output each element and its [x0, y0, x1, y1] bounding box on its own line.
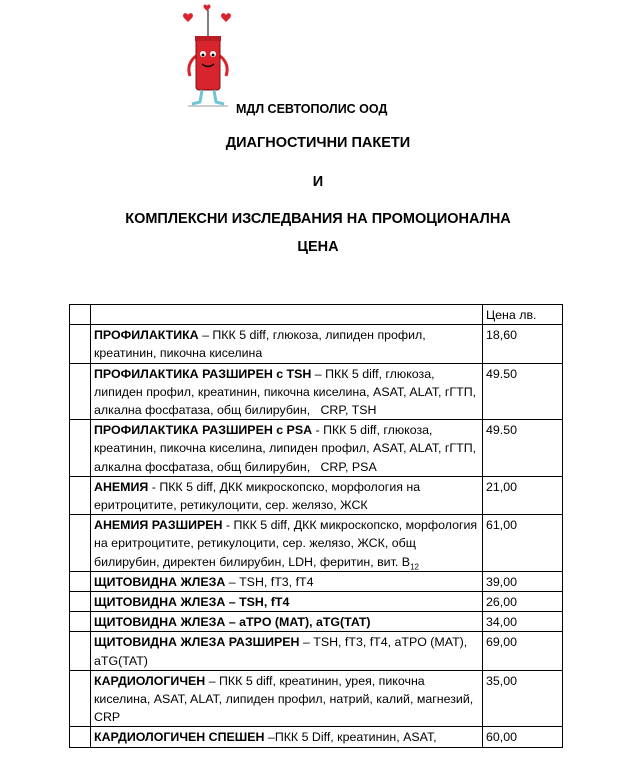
- row-mark-cell: [70, 571, 91, 591]
- package-separator: -: [222, 518, 234, 533]
- package-name: АНЕМИЯ РАЗШИРЕН: [94, 518, 223, 533]
- package-details: ПКК 5 diff, ДКК микроскопско, морфология на еритроцитите, ретикулоцити, сер. желязо, ЖСК: [94, 479, 424, 513]
- package-separator: –: [264, 730, 275, 745]
- header-desc-cell: [91, 305, 483, 325]
- package-description-cell: [91, 515, 483, 572]
- package-name: КАРДИОЛОГИЧЕН СПЕШЕН: [94, 730, 265, 745]
- row-mark-cell: [70, 592, 91, 612]
- row-mark-cell: [70, 632, 91, 670]
- package-details: ПКК 5 Diff, креатинин, ASAT,: [274, 730, 437, 745]
- company-name: МДЛ СЕВТОПОЛИС ООД: [236, 102, 388, 116]
- package-details: TSH, fT3, fT4, aTPO (MAT), aTG(TAT): [94, 635, 471, 668]
- package-price: 35,00: [483, 670, 563, 727]
- table-row: [70, 325, 563, 363]
- package-description-cell: [91, 420, 483, 477]
- page-title-line-4: ЦЕНА: [297, 239, 339, 255]
- package-price: 34,00: [483, 612, 563, 632]
- package-name: АНЕМИЯ: [94, 479, 149, 494]
- row-mark-cell: [70, 612, 91, 632]
- row-mark-cell: [70, 420, 91, 477]
- package-details: ПКК 5 diff, глюкоза, липиден профил, креатинин, пикочна киселина, ASAT, ALAT, гГТП, алкална фосфатаза, общ билирубин, CRP, TSH: [94, 366, 480, 418]
- package-description-cell: [91, 612, 483, 632]
- package-description-cell: [91, 476, 483, 514]
- row-mark-cell: [70, 476, 91, 514]
- page-title-line-2: И: [312, 174, 324, 190]
- package-price: 61,00: [483, 515, 563, 572]
- package-name: ЩИТОВИДНА ЖЛЕЗА РАЗШИРЕН: [94, 635, 300, 650]
- package-description-cell: [91, 592, 483, 612]
- package-price: 39,00: [483, 571, 563, 591]
- package-name: ПРОФИЛАКТИКА РАЗШИРЕН с PSA: [94, 423, 313, 438]
- package-price: 69,00: [483, 632, 563, 670]
- package-details: ПКК 5 diff, креатинин, урея, пикочна киселина, ASAT, ALAT, липиден профил, натрий, калий, магнезий, CRP: [94, 673, 477, 725]
- row-mark-cell: [70, 515, 91, 572]
- package-price: 60,00: [483, 727, 563, 747]
- test-tube-mascot-icon: [178, 4, 238, 112]
- package-price: 49.50: [483, 420, 563, 477]
- price-table: [69, 304, 563, 748]
- package-details: ПКК 5 diff, глюкоза, креатинин, пикочна киселина, липиден профил, ASAT, ALAT, гГТП, алкална фосфатаза, общ билирубин, CRP, PSA: [94, 423, 480, 474]
- package-name: ПРОФИЛАКТИКА: [94, 328, 199, 343]
- package-name: ЩИТОВИДНА ЖЛЕЗА – TSH, fT4: [94, 595, 290, 610]
- table-row: [70, 727, 563, 747]
- table-row: [70, 420, 563, 477]
- header-mark-cell: [70, 305, 91, 325]
- package-price: 18,60: [483, 325, 563, 363]
- package-price: 26,00: [483, 592, 563, 612]
- package-separator: –: [299, 635, 314, 650]
- package-name: ЩИТОВИДНА ЖЛЕЗА: [94, 574, 226, 589]
- package-description-cell: [91, 571, 483, 591]
- table-header-row: [70, 305, 563, 325]
- package-name: КАРДИОЛОГИЧЕН: [94, 673, 206, 688]
- row-mark-cell: [70, 363, 91, 420]
- package-details: ПКК 5 diff, ДКК микроскопско, морфология на еритроцитите, ретикулоцити, сер. желязо, ЖСК, общ билирубин, директен билирубин, LDH, феритин, вит. B: [94, 518, 481, 569]
- package-price: 21,00: [483, 476, 563, 514]
- package-description-cell: [91, 363, 483, 420]
- package-description-cell: [91, 632, 483, 670]
- page-title-line-1: ДИАГНОСТИЧНИ ПАКЕТИ: [225, 135, 411, 151]
- row-mark-cell: [70, 325, 91, 363]
- table-row: [70, 571, 563, 591]
- package-price: 49.50: [483, 363, 563, 420]
- table-row: [70, 612, 563, 632]
- table-row: [70, 632, 563, 670]
- row-mark-cell: [70, 727, 91, 747]
- table-row: [70, 363, 563, 420]
- page-title-line-3: КОМПЛЕКСНИ ИЗСЛЕДВАНИЯ НА ПРОМОЦИОНАЛНА: [125, 211, 511, 227]
- details-subscript: 12: [410, 562, 419, 572]
- table-row: [70, 515, 563, 572]
- package-details: TSH, fT3, fT4: [239, 574, 314, 589]
- package-separator: –: [198, 328, 213, 343]
- package-description-cell: [91, 727, 483, 747]
- package-separator: -: [148, 479, 160, 494]
- row-mark-cell: [70, 670, 91, 727]
- package-description-cell: [91, 325, 483, 363]
- package-description-cell: [91, 670, 483, 727]
- table-row: [70, 476, 563, 514]
- package-name: ЩИТОВИДНА ЖЛЕЗА – aTPO (MAT), aTG(TAT): [94, 615, 371, 630]
- package-separator: –: [225, 574, 240, 589]
- package-name: ПРОФИЛАКТИКА РАЗШИРЕН с TSH: [94, 366, 312, 381]
- package-details: ПКК 5 diff, глюкоза, липиден профил, креатинин, пикочна киселина: [94, 328, 430, 361]
- table-row: [70, 592, 563, 612]
- price-column-header: Цена лв.: [483, 305, 563, 325]
- package-separator: –: [205, 673, 220, 688]
- table-row: [70, 670, 563, 727]
- package-separator: -: [312, 423, 324, 438]
- package-separator: –: [311, 366, 326, 381]
